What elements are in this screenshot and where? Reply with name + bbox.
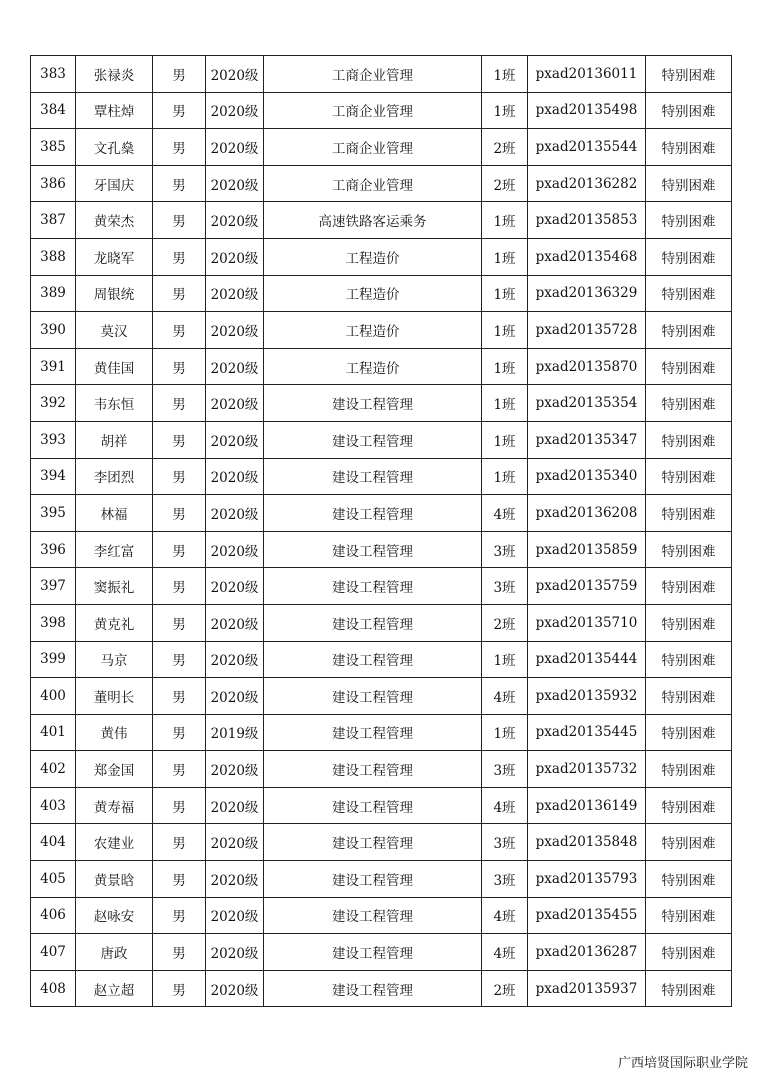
student-sex-cell: 男 (153, 56, 206, 93)
student-sex-cell: 男 (153, 348, 206, 385)
table-row (31, 92, 732, 129)
student-id-cell: pxad20135710 (528, 604, 646, 641)
difficulty-level-cell: 特别困难 (646, 861, 732, 898)
student-major-cell: 建设工程管理 (264, 568, 482, 605)
student-grade-cell: 2020级 (206, 348, 264, 385)
student-class-cell: 3班 (482, 861, 528, 898)
table-row (31, 495, 732, 532)
student-major-cell: 建设工程管理 (264, 421, 482, 458)
difficulty-level-cell: 特别困难 (646, 970, 732, 1007)
student-id-cell: pxad20135932 (528, 678, 646, 715)
student-grade-cell: 2020级 (206, 92, 264, 129)
student-class-cell: 1班 (482, 385, 528, 422)
student-class-cell: 1班 (482, 641, 528, 678)
row-number-cell: 387 (31, 202, 76, 239)
student-major-cell: 建设工程管理 (264, 824, 482, 861)
row-number-cell: 394 (31, 458, 76, 495)
difficulty-level-cell: 特别困难 (646, 641, 732, 678)
student-sex-cell: 男 (153, 385, 206, 422)
difficulty-level-cell: 特别困难 (646, 385, 732, 422)
row-number-cell: 390 (31, 312, 76, 349)
student-name-cell: 赵立超 (76, 970, 153, 1007)
student-name-cell: 李红富 (76, 531, 153, 568)
student-name-cell: 胡祥 (76, 421, 153, 458)
table-row (31, 714, 732, 751)
student-id-cell: pxad20135937 (528, 970, 646, 1007)
row-number-cell: 397 (31, 568, 76, 605)
table-row (31, 202, 732, 239)
student-name-cell: 窦振礼 (76, 568, 153, 605)
student-sex-cell: 男 (153, 165, 206, 202)
student-grade-cell: 2020级 (206, 751, 264, 788)
student-major-cell: 工程造价 (264, 348, 482, 385)
student-class-cell: 4班 (482, 495, 528, 532)
student-name-cell: 董明长 (76, 678, 153, 715)
student-sex-cell: 男 (153, 92, 206, 129)
student-class-cell: 1班 (482, 56, 528, 93)
table-row (31, 568, 732, 605)
student-sex-cell: 男 (153, 861, 206, 898)
student-major-cell: 建设工程管理 (264, 385, 482, 422)
row-number-cell: 391 (31, 348, 76, 385)
student-major-cell: 工商企业管理 (264, 92, 482, 129)
student-id-cell: pxad20135498 (528, 92, 646, 129)
student-name-cell: 周银统 (76, 275, 153, 312)
student-class-cell: 1班 (482, 238, 528, 275)
difficulty-level-cell: 特别困难 (646, 348, 732, 385)
row-number-cell: 408 (31, 970, 76, 1007)
student-name-cell: 黄寿福 (76, 787, 153, 824)
student-name-cell: 郑金国 (76, 751, 153, 788)
row-number-cell: 398 (31, 604, 76, 641)
student-id-cell: pxad20135759 (528, 568, 646, 605)
student-class-cell: 4班 (482, 678, 528, 715)
table-row (31, 604, 732, 641)
student-major-cell: 工商企业管理 (264, 165, 482, 202)
student-sex-cell: 男 (153, 678, 206, 715)
row-number-cell: 405 (31, 861, 76, 898)
row-number-cell: 407 (31, 934, 76, 971)
student-major-cell: 建设工程管理 (264, 678, 482, 715)
student-class-cell: 4班 (482, 897, 528, 934)
student-class-cell: 2班 (482, 604, 528, 641)
student-grade-cell: 2020级 (206, 970, 264, 1007)
row-number-cell: 383 (31, 56, 76, 93)
student-id-cell: pxad20136208 (528, 495, 646, 532)
student-name-cell: 农建业 (76, 824, 153, 861)
row-number-cell: 406 (31, 897, 76, 934)
table-row (31, 385, 732, 422)
table-row (31, 897, 732, 934)
student-name-cell: 唐政 (76, 934, 153, 971)
student-id-cell: pxad20136011 (528, 56, 646, 93)
student-name-cell: 黄佳国 (76, 348, 153, 385)
row-number-cell: 396 (31, 531, 76, 568)
student-id-cell: pxad20136287 (528, 934, 646, 971)
student-major-cell: 建设工程管理 (264, 787, 482, 824)
difficulty-level-cell: 特别困难 (646, 751, 732, 788)
table-row (31, 751, 732, 788)
student-class-cell: 3班 (482, 824, 528, 861)
student-sex-cell: 男 (153, 787, 206, 824)
student-major-cell: 工程造价 (264, 312, 482, 349)
student-id-cell: pxad20135444 (528, 641, 646, 678)
student-sex-cell: 男 (153, 897, 206, 934)
student-major-cell: 建设工程管理 (264, 934, 482, 971)
student-name-cell: 马京 (76, 641, 153, 678)
difficulty-level-cell: 特别困难 (646, 678, 732, 715)
student-sex-cell: 男 (153, 238, 206, 275)
student-name-cell: 龙晓军 (76, 238, 153, 275)
student-major-cell: 建设工程管理 (264, 604, 482, 641)
student-grade-cell: 2020级 (206, 678, 264, 715)
difficulty-level-cell: 特别困难 (646, 897, 732, 934)
table-row (31, 970, 732, 1007)
table-row (31, 129, 732, 166)
difficulty-level-cell: 特别困难 (646, 458, 732, 495)
row-number-cell: 395 (31, 495, 76, 532)
table-row (31, 531, 732, 568)
row-number-cell: 401 (31, 714, 76, 751)
student-sex-cell: 男 (153, 129, 206, 166)
student-sex-cell: 男 (153, 458, 206, 495)
student-id-cell: pxad20135455 (528, 897, 646, 934)
student-name-cell: 黄景晗 (76, 861, 153, 898)
student-class-cell: 2班 (482, 970, 528, 1007)
row-number-cell: 389 (31, 275, 76, 312)
row-number-cell: 392 (31, 385, 76, 422)
student-sex-cell: 男 (153, 495, 206, 532)
student-grade-cell: 2020级 (206, 495, 264, 532)
student-grade-cell: 2020级 (206, 787, 264, 824)
student-grade-cell: 2020级 (206, 897, 264, 934)
student-class-cell: 1班 (482, 312, 528, 349)
table-row (31, 824, 732, 861)
table-row (31, 678, 732, 715)
student-sex-cell: 男 (153, 568, 206, 605)
difficulty-level-cell: 特别困难 (646, 238, 732, 275)
student-id-cell: pxad20135728 (528, 312, 646, 349)
student-id-cell: pxad20135793 (528, 861, 646, 898)
student-grade-cell: 2020级 (206, 238, 264, 275)
difficulty-level-cell: 特别困难 (646, 604, 732, 641)
student-class-cell: 1班 (482, 458, 528, 495)
difficulty-level-cell: 特别困难 (646, 275, 732, 312)
student-id-cell: pxad20135859 (528, 531, 646, 568)
table-row (31, 165, 732, 202)
table-row (31, 421, 732, 458)
student-id-cell: pxad20136282 (528, 165, 646, 202)
student-id-cell: pxad20135853 (528, 202, 646, 239)
student-sex-cell: 男 (153, 421, 206, 458)
student-roster-table (30, 55, 732, 1007)
student-major-cell: 建设工程管理 (264, 714, 482, 751)
student-grade-cell: 2020级 (206, 934, 264, 971)
student-grade-cell: 2020级 (206, 56, 264, 93)
student-grade-cell: 2020级 (206, 604, 264, 641)
student-id-cell: pxad20135732 (528, 751, 646, 788)
student-grade-cell: 2020级 (206, 385, 264, 422)
student-class-cell: 1班 (482, 202, 528, 239)
student-major-cell: 建设工程管理 (264, 531, 482, 568)
student-class-cell: 1班 (482, 348, 528, 385)
student-grade-cell: 2020级 (206, 275, 264, 312)
table-row (31, 275, 732, 312)
difficulty-level-cell: 特别困难 (646, 92, 732, 129)
difficulty-level-cell: 特别困难 (646, 165, 732, 202)
student-major-cell: 建设工程管理 (264, 495, 482, 532)
table-row (31, 787, 732, 824)
student-major-cell: 工商企业管理 (264, 129, 482, 166)
student-major-cell: 建设工程管理 (264, 641, 482, 678)
student-sex-cell: 男 (153, 970, 206, 1007)
student-id-cell: pxad20135544 (528, 129, 646, 166)
row-number-cell: 402 (31, 751, 76, 788)
table-row (31, 934, 732, 971)
table-row (31, 238, 732, 275)
student-name-cell: 黄伟 (76, 714, 153, 751)
student-id-cell: pxad20135848 (528, 824, 646, 861)
student-name-cell: 文孔燊 (76, 129, 153, 166)
student-id-cell: pxad20135445 (528, 714, 646, 751)
table-row (31, 641, 732, 678)
student-class-cell: 2班 (482, 129, 528, 166)
difficulty-level-cell: 特别困难 (646, 421, 732, 458)
student-sex-cell: 男 (153, 312, 206, 349)
difficulty-level-cell: 特别困难 (646, 531, 732, 568)
table-row (31, 458, 732, 495)
difficulty-level-cell: 特别困难 (646, 312, 732, 349)
student-class-cell: 3班 (482, 751, 528, 788)
student-class-cell: 4班 (482, 787, 528, 824)
student-major-cell: 建设工程管理 (264, 458, 482, 495)
student-name-cell: 张禄炎 (76, 56, 153, 93)
difficulty-level-cell: 特别困难 (646, 202, 732, 239)
table-row (31, 56, 732, 93)
student-name-cell: 牙国庆 (76, 165, 153, 202)
student-name-cell: 莫汉 (76, 312, 153, 349)
student-class-cell: 4班 (482, 934, 528, 971)
student-class-cell: 1班 (482, 275, 528, 312)
student-major-cell: 高速铁路客运乘务 (264, 202, 482, 239)
difficulty-level-cell: 特别困难 (646, 824, 732, 861)
student-id-cell: pxad20136149 (528, 787, 646, 824)
roster-body (31, 56, 732, 1007)
student-major-cell: 工程造价 (264, 238, 482, 275)
student-major-cell: 工程造价 (264, 275, 482, 312)
row-number-cell: 400 (31, 678, 76, 715)
student-grade-cell: 2020级 (206, 202, 264, 239)
row-number-cell: 388 (31, 238, 76, 275)
student-grade-cell: 2020级 (206, 312, 264, 349)
table-row (31, 348, 732, 385)
student-grade-cell: 2019级 (206, 714, 264, 751)
student-id-cell: pxad20135347 (528, 421, 646, 458)
student-class-cell: 1班 (482, 92, 528, 129)
institution-footer: 广西培贤国际职业学院 (617, 1056, 748, 1071)
student-major-cell: 建设工程管理 (264, 897, 482, 934)
student-major-cell: 建设工程管理 (264, 751, 482, 788)
difficulty-level-cell: 特别困难 (646, 934, 732, 971)
row-number-cell: 384 (31, 92, 76, 129)
student-id-cell: pxad20135468 (528, 238, 646, 275)
student-id-cell: pxad20136329 (528, 275, 646, 312)
difficulty-level-cell: 特别困难 (646, 568, 732, 605)
row-number-cell: 403 (31, 787, 76, 824)
student-name-cell: 覃柱焯 (76, 92, 153, 129)
difficulty-level-cell: 特别困难 (646, 714, 732, 751)
student-grade-cell: 2020级 (206, 421, 264, 458)
student-sex-cell: 男 (153, 641, 206, 678)
student-class-cell: 2班 (482, 165, 528, 202)
student-sex-cell: 男 (153, 934, 206, 971)
student-class-cell: 3班 (482, 531, 528, 568)
row-number-cell: 385 (31, 129, 76, 166)
student-grade-cell: 2020级 (206, 458, 264, 495)
student-id-cell: pxad20135354 (528, 385, 646, 422)
student-grade-cell: 2020级 (206, 129, 264, 166)
student-major-cell: 建设工程管理 (264, 861, 482, 898)
student-id-cell: pxad20135870 (528, 348, 646, 385)
row-number-cell: 386 (31, 165, 76, 202)
student-class-cell: 1班 (482, 421, 528, 458)
difficulty-level-cell: 特别困难 (646, 56, 732, 93)
student-class-cell: 1班 (482, 714, 528, 751)
student-grade-cell: 2020级 (206, 861, 264, 898)
student-name-cell: 林福 (76, 495, 153, 532)
row-number-cell: 399 (31, 641, 76, 678)
row-number-cell: 393 (31, 421, 76, 458)
student-sex-cell: 男 (153, 751, 206, 788)
student-sex-cell: 男 (153, 202, 206, 239)
student-major-cell: 工商企业管理 (264, 56, 482, 93)
student-id-cell: pxad20135340 (528, 458, 646, 495)
student-grade-cell: 2020级 (206, 641, 264, 678)
student-grade-cell: 2020级 (206, 568, 264, 605)
student-sex-cell: 男 (153, 824, 206, 861)
difficulty-level-cell: 特别困难 (646, 495, 732, 532)
student-grade-cell: 2020级 (206, 824, 264, 861)
student-sex-cell: 男 (153, 714, 206, 751)
student-sex-cell: 男 (153, 275, 206, 312)
row-number-cell: 404 (31, 824, 76, 861)
student-major-cell: 建设工程管理 (264, 970, 482, 1007)
student-name-cell: 赵咏安 (76, 897, 153, 934)
student-name-cell: 李团烈 (76, 458, 153, 495)
student-grade-cell: 2020级 (206, 165, 264, 202)
student-name-cell: 黄克礼 (76, 604, 153, 641)
difficulty-level-cell: 特别困难 (646, 787, 732, 824)
table-row (31, 861, 732, 898)
student-class-cell: 3班 (482, 568, 528, 605)
student-sex-cell: 男 (153, 531, 206, 568)
difficulty-level-cell: 特别困难 (646, 129, 732, 166)
table-row (31, 312, 732, 349)
student-name-cell: 黄荣杰 (76, 202, 153, 239)
student-grade-cell: 2020级 (206, 531, 264, 568)
student-name-cell: 韦东恒 (76, 385, 153, 422)
student-sex-cell: 男 (153, 604, 206, 641)
